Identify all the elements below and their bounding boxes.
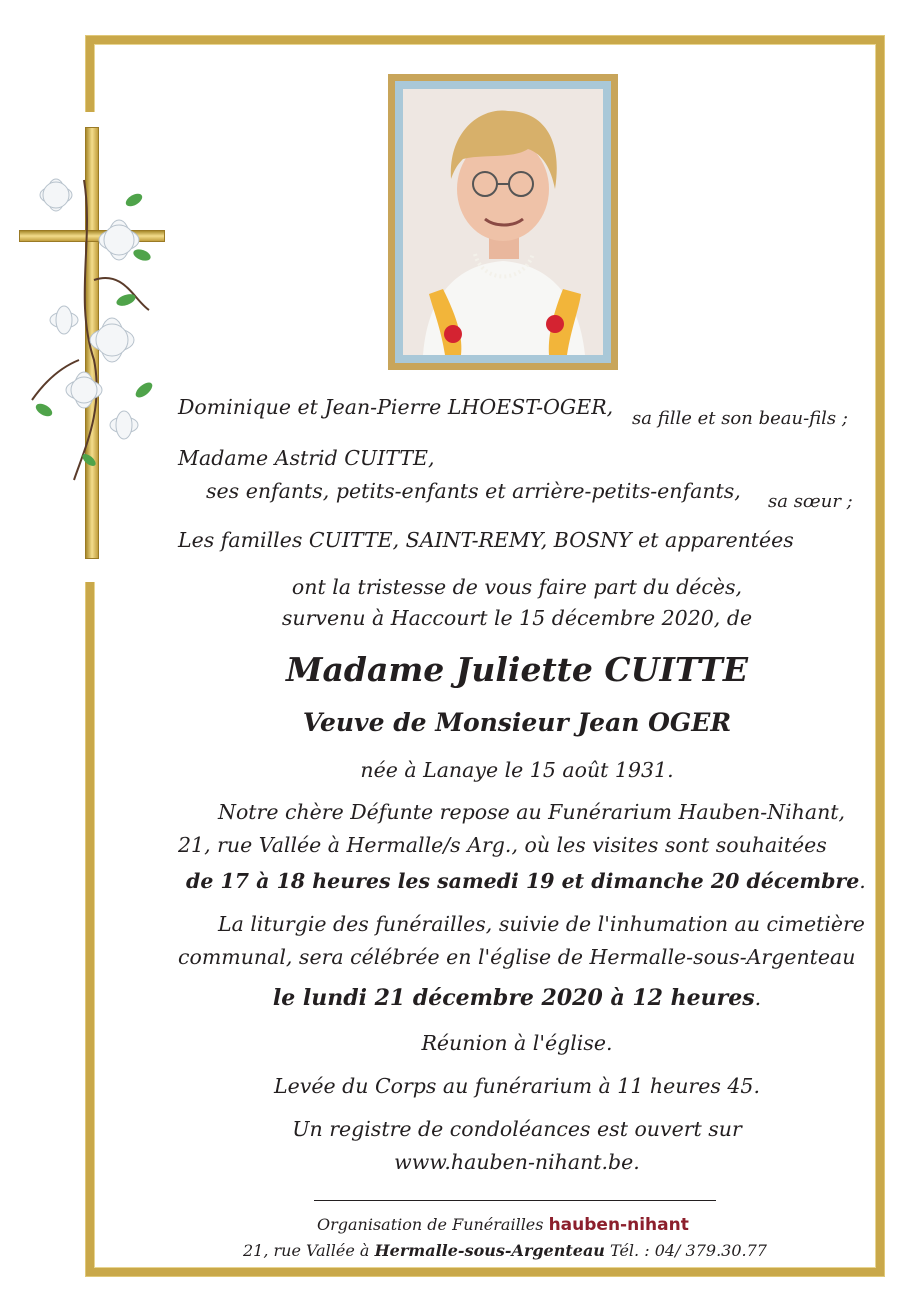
register-website[interactable]: www.hauben-nihant.be. xyxy=(394,1150,640,1174)
funeral-date xyxy=(58,985,918,1011)
family-line-3-relation: sa sœur ; xyxy=(768,491,853,512)
visitation-hours-end: . xyxy=(859,869,866,893)
footer-phone: Tél. : 04/ 379.30.77 xyxy=(610,1241,767,1260)
portrait-image xyxy=(403,89,603,355)
levee-info: Levée du Corps au funérarium à 11 heures 45. xyxy=(274,1074,760,1098)
footer-address xyxy=(243,1241,767,1260)
footer-town: Hermalle-sous-Argenteau xyxy=(374,1241,605,1260)
visitation-line-2: 21, rue Vallée à Hermalle/s Arg., où les visites sont souhaitées xyxy=(178,833,827,857)
portrait-frame xyxy=(388,74,618,370)
footer-address-prefix: 21, rue Vallée à xyxy=(243,1241,370,1260)
footer-organisation xyxy=(317,1215,689,1235)
announcement-line-2: survenu à Haccourt le 15 décembre 2020, de xyxy=(281,606,753,630)
family-line-1-relation: sa fille et son beau-fils ; xyxy=(632,408,848,429)
visitation-hours xyxy=(186,869,866,893)
family-line-2-name: Madame Astrid CUITTE, xyxy=(178,446,435,470)
footer-org-prefix: Organisation de Funérailles xyxy=(317,1215,544,1234)
magnolia-flowers-icon xyxy=(24,160,164,490)
family-line-4-name: Les familles CUITTE, SAINT-REMY, BOSNY et apparentées xyxy=(178,528,794,552)
widow-of: Veuve de Monsieur Jean OGER xyxy=(302,708,732,737)
announcement-line-1: ont la tristesse de vous faire part du décès, xyxy=(291,575,743,599)
portrait-mat xyxy=(395,81,611,363)
register-line-1: Un registre de condoléances est ouvert sur xyxy=(292,1117,742,1141)
brand-logo: hauben-nihant xyxy=(548,1215,689,1235)
funeral-line-2: communal, sera célébrée en l'église de Hermalle-sous-Argenteau xyxy=(178,945,856,969)
visitation-hours-text: de 17 à 18 heures les samedi 19 et dimanche 20 décembre xyxy=(186,869,860,893)
footer-divider xyxy=(314,1200,716,1201)
meeting-info: Réunion à l'église. xyxy=(421,1031,613,1055)
family-line-1-name: Dominique et Jean-Pierre LHOEST-OGER, xyxy=(178,395,614,419)
family-line-3-name: ses enfants, petits-enfants et arrière-petits-enfants, xyxy=(206,479,741,503)
funeral-line-1: La liturgie des funérailles, suivie de l'inhumation au cimetière xyxy=(218,912,865,936)
deceased-name: Madame Juliette CUITTE xyxy=(286,650,748,689)
birth-info: née à Lanaye le 15 août 1931. xyxy=(360,758,674,782)
funeral-date-end: . xyxy=(754,986,762,1010)
visitation-line-1: Notre chère Défunte repose au Funérarium Hauben-Nihant, xyxy=(218,800,846,824)
portrait-photo xyxy=(403,89,603,355)
funeral-date-text: le lundi 21 décembre 2020 à 12 heures xyxy=(272,985,755,1011)
